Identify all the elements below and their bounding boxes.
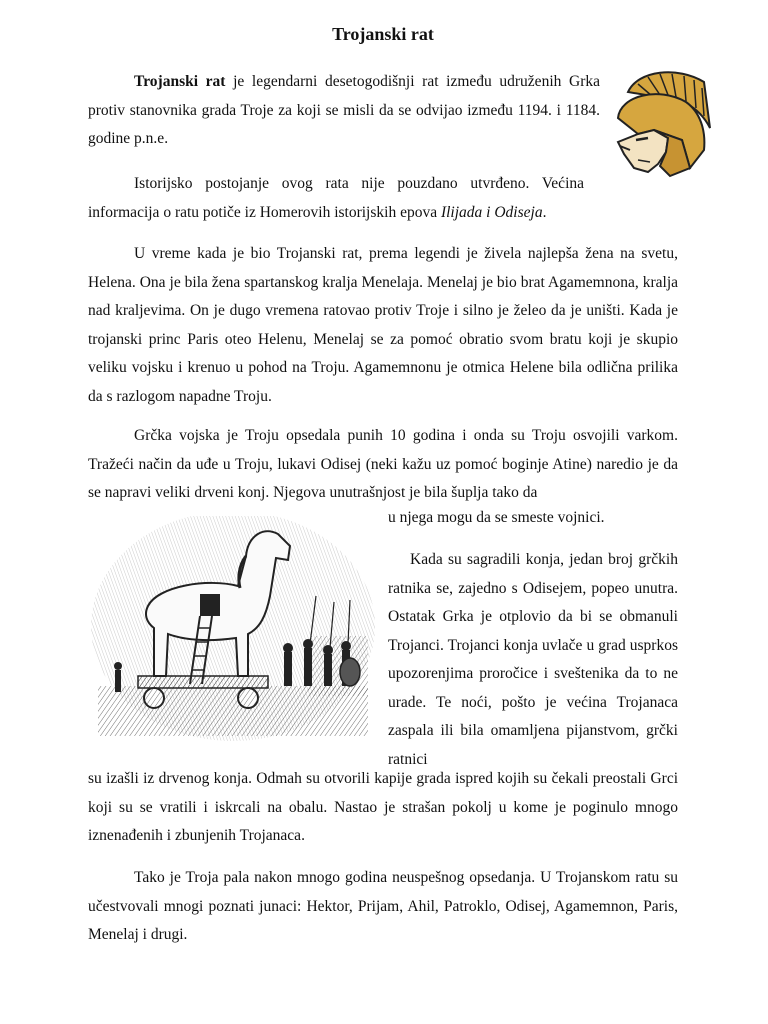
paragraph-attack: su izašli iz drvenog konja. Odmah su otvorili kapije grada ispred kojih su čekali preostali Grci koji su se vratili i iskrcali na obalu. Nastao je strašan pokolj u kome je poginulo mnogo iznenađenih i zbunjenih Trojanaca.	[88, 770, 678, 844]
document-page	[88, 0, 678, 1024]
paragraph-history	[88, 170, 584, 227]
intro-lead: Trojanski rat	[134, 73, 226, 90]
paragraph-horse: Kada su sagradili konja, jedan broj grčkih ratnika se, zajedno s Odisejem, popeo unutra. Ostatak Grka je otplovio da bi se obmanuli Trojanci. Trojanci konja uvlače u grad usprkos upozorenjima proročice i sveštenika da to ne urade. Te noći, pošto je većina Trojanaca zaspala ili bila omamljena pijanstvom, grčki ratnici	[388, 551, 678, 768]
history-text: Istorijsko postojanje ovog rata nije pouzdano utvrđeno. Većina informacija o ratu potiče iz Homerovih istorijskih epova	[88, 175, 584, 221]
paragraph-siege: Grčka vojska je Troju opsedala punih 10 godina i onda su Troju osvojili varkom. Tražeći način da uđe u Troju, lukavi Odisej (neki kažu uz pomoć boginje Atine) naredio je da se napravi veliki drveni konj. Njegova unutrašnjost je bila šuplja tako da	[88, 427, 678, 501]
history-tail: .	[542, 203, 547, 221]
paragraph-intro	[88, 68, 600, 154]
intro-text: je legendarni desetogodišnji rat između udruženih Grka protiv stanovnika grada Troje za koji se misli da se odvijao između 1194. i 1184. godine p.n.e.	[88, 73, 600, 147]
paragraph-helena: U vreme kada je bio Trojanski rat, prema legendi je živela najlepša žena na svetu, Helena. Ona je bila žena spartanskog kralja Menelaja. Menelaj je bio brat Agamemnona, kralja nad kraljevima. On je dugo vremena ratovao protiv Troje i silno je želeo da je uništi. Kada je trojanski princ Paris oteo Helenu, Menelaj se za pomoć obratio svom bratu koji je skupio veliku vojsku i krenuo u pohod na Troju. Agamemnonu je otmica Helene bila odlična prilika da s razlogom napadne Troju.	[88, 245, 678, 405]
spartan-helmet-icon	[608, 68, 712, 178]
paragraph-siege-end: u njega mogu da se smeste vojnici.	[388, 509, 605, 526]
trojan-horse-illustration	[88, 516, 378, 750]
epics-title: Ilijada i Odiseja	[440, 203, 543, 221]
paragraph-conclusion: Tako je Troja pala nakon mnogo godina neuspešnog opsedanja. U Trojanskom ratu su učestvovali mnogi poznati junaci: Hektor, Prijam, Ahil, Patroklo, Odisej, Agamemnon, Paris, Menelaj i drugi.	[88, 869, 678, 943]
page-title: Trojanski rat	[332, 24, 434, 44]
